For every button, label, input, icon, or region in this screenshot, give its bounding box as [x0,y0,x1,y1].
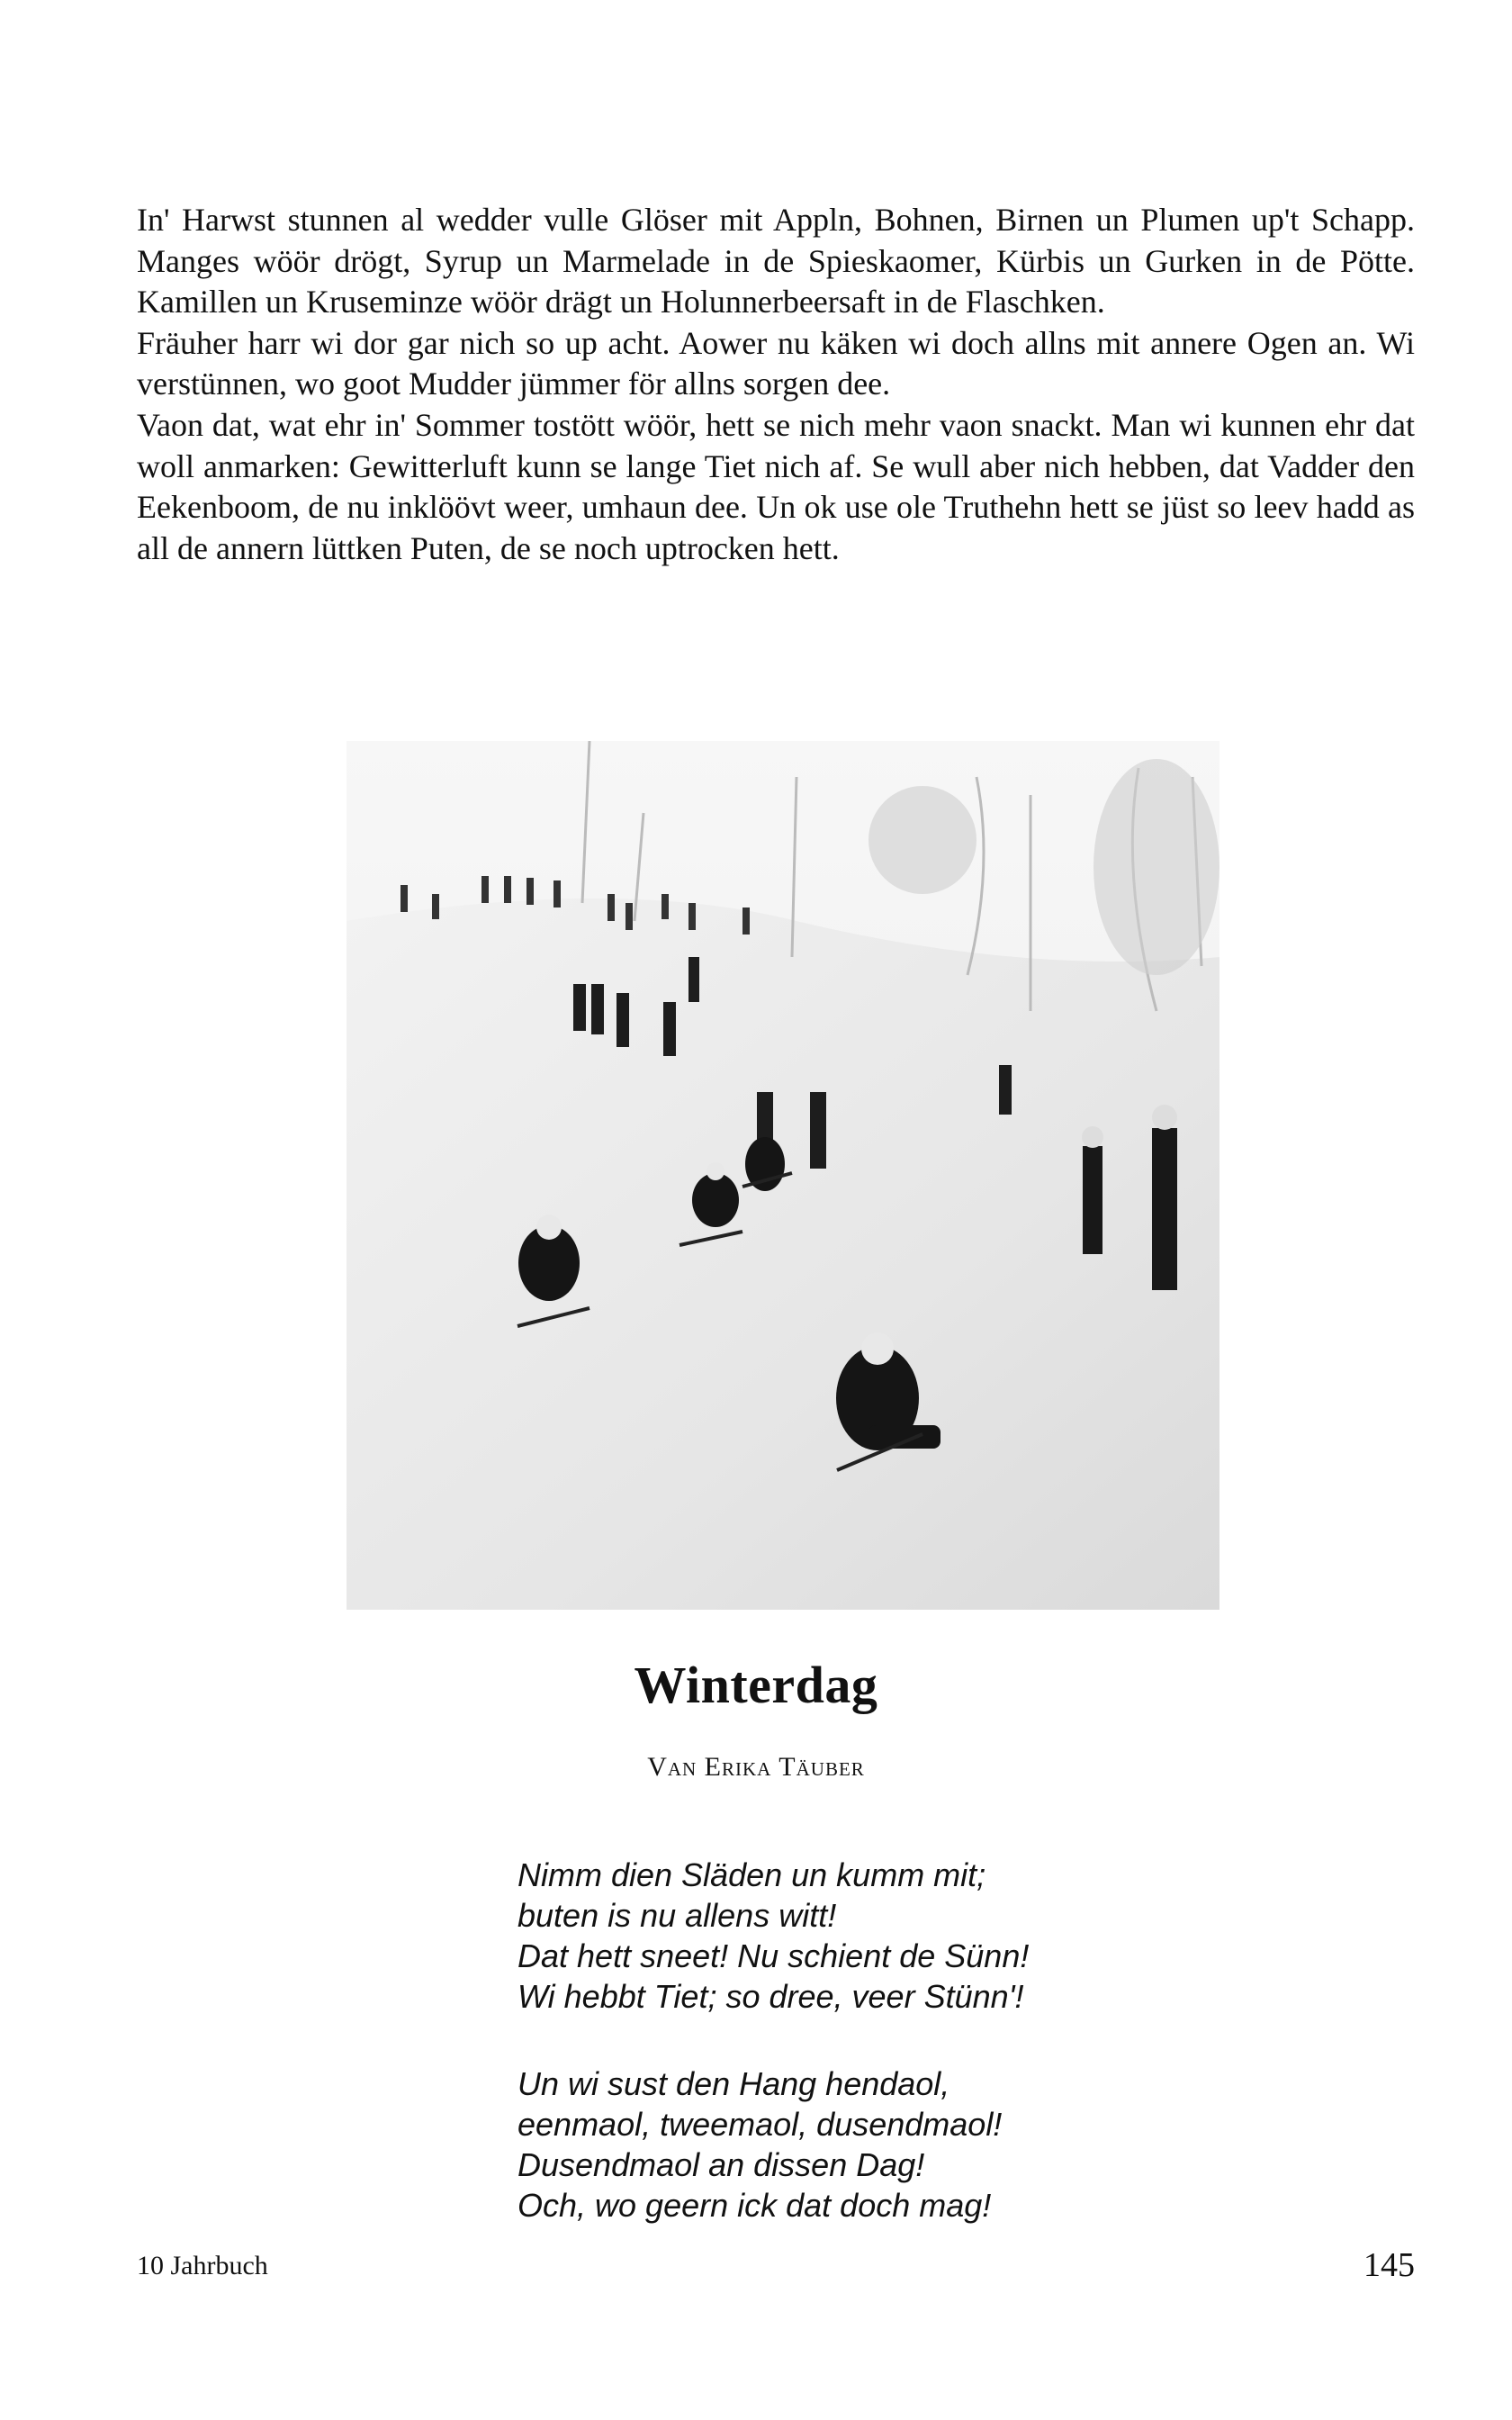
paragraph-2: Fräuher harr wi dor gar nich so up acht. Aower nu käken wi doch allns mit annere Ogen an. Wi verstünnen, wo goot Mudder jümmer för allns sorgen dee. [137,324,1415,402]
poem-line: Och, wo geern ick dat doch mag! [518,2187,992,2224]
poem-author: Van Erika Täuber [647,1752,865,1782]
sledding-photo [346,741,1220,1610]
page-number: 145 [1364,2246,1415,2284]
poem-line: Dusendmaol an dissen Dag! [518,2146,925,2183]
poem-line: Dat hett sneet! Nu schient de Sünn! [518,1937,1030,1974]
poem-body [518,1855,1148,2272]
poem-line: Un wi sust den Hang hendaol, [518,2065,950,2102]
poem-stanza-1 [518,1855,1148,2017]
poem-stanza-2 [518,2063,1148,2226]
poem-line: buten is nu allens witt! [518,1897,837,1934]
poem-line: eenmaol, tweemaol, dusendmaol! [518,2106,1003,2143]
prose-text [137,200,1415,569]
paragraph-3: Vaon dat, wat ehr in' Sommer tostött wöör, hett se nich mehr vaon snackt. Man wi kunnen ehr dat woll anmarken: Gewitterluft kunn se lange Tiet nich af. Se wull aber nich hebben, dat Vadder den Eekenboom, de nu inklöövt weer, umhaun dee. Un ok use ole Truthehn hett se jüst so leev hadd as all de annern lüttken Puten, de se noch uptrocken hett. [137,406,1415,566]
footer-book-label: 10 Jahrbuch [137,2251,268,2280]
poem-title: Winterdag [634,1656,878,1714]
paragraph-1: In' Harwst stunnen al wedder vulle Glöser mit Appln, Bohnen, Birnen un Plumen up't Schapp. Manges wöör drögt, Syrup un Marmelade in de Spieskaomer, Kürbis un Gurken in de Pötte. Kamillen un Kruseminze wöör drägt un Holunnerbeersaft in de Flaschken. [137,202,1415,321]
poem-line: Nimm dien Släden un kumm mit; [518,1856,986,1893]
poem-line: Wi hebbt Tiet; so dree, veer Stünn'! [518,1978,1024,2015]
